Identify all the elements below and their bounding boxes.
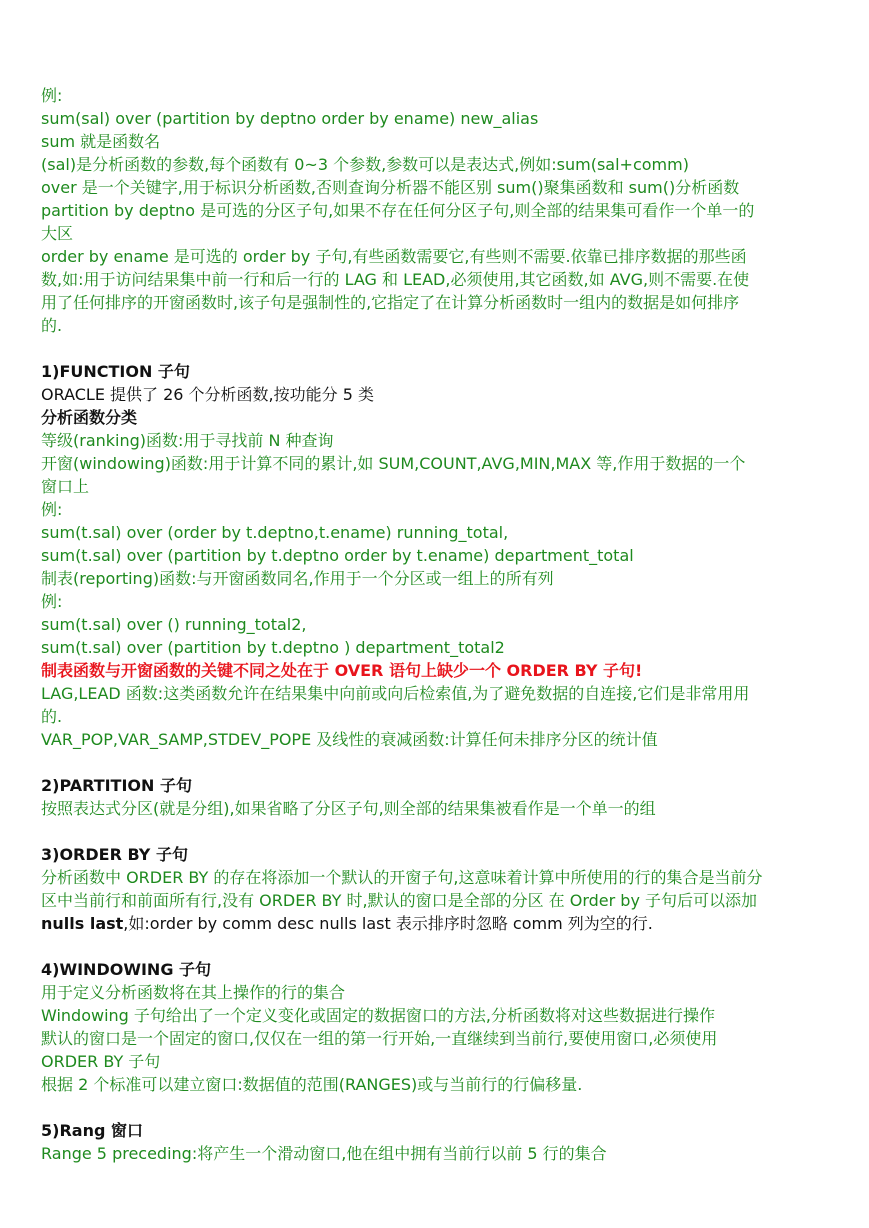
- nulls-last-example: ,如:order by comm desc nulls last 表示排序时忽略 comm 列为空的行.: [123, 914, 653, 933]
- default-window: 默认的窗口是一个固定的窗口,仅仅在一组的第一行开始,一直继续到当前行,要使用窗口,必须使用: [41, 1029, 718, 1048]
- default-window-cont: ORDER BY 子句: [41, 1052, 161, 1071]
- example-label: 例:: [41, 500, 63, 519]
- partition-description: 按照表达式分区(就是分组),如果省略了分区子句,则全部的结果集被看作是一个单一的组: [41, 799, 656, 818]
- function-category-title: 分析函数分类: [41, 408, 138, 427]
- sql-department-total2: sum(t.sal) over (partition by t.deptno ) department_total2: [41, 638, 505, 657]
- nulls-last-keyword: nulls last: [41, 914, 124, 933]
- order-by-description: 分析函数中 ORDER BY 的存在将添加一个默认的开窗子句,这意味着计算中所使用的行的集合是当前分: [41, 868, 763, 887]
- intro-arguments: (sal)是分析函数的参数,每个函数有 0~3 个参数,参数可以是表达式,例如:sum(sal+comm): [41, 155, 689, 174]
- windowing-functions: 开窗(windowing)函数:用于计算不同的累计,如 SUM,COUNT,AVG,MIN,MAX 等,作用于数据的一个: [41, 454, 746, 473]
- intro-order-by-clause: order by ename 是可选的 order by 子句,有些函数需要它,有些则不需要.依靠已排序数据的那些函: [41, 247, 747, 266]
- intro-sql-example: sum(sal) over (partition by deptno order by ename) new_alias: [41, 109, 539, 128]
- intro-function-name: sum 就是函数名: [41, 132, 161, 151]
- intro-example-label: 例:: [41, 86, 63, 105]
- spacer: [41, 1096, 831, 1119]
- reporting-functions: 制表(reporting)函数:与开窗函数同名,作用于一个分区或一组上的所有列: [41, 569, 554, 588]
- section-heading-function: 1)FUNCTION 子句: [41, 362, 190, 381]
- spacer: [41, 820, 831, 843]
- range-preceding-description: Range 5 preceding:将产生一个滑动窗口,他在组中拥有当前行以前 5 行的集合: [41, 1144, 607, 1163]
- nulls-last-line: [41, 912, 831, 935]
- spacer: [41, 751, 831, 774]
- intro-over-keyword: over 是一个关键字,用于标识分析函数,否则查询分析器不能区别 sum()聚集函数和 sum()分析函数: [41, 178, 740, 197]
- ranking-functions: 等级(ranking)函数:用于寻找前 N 种查询: [41, 431, 334, 450]
- section-heading-range: 5)Rang 窗口: [41, 1121, 143, 1140]
- windowing-functions-cont: 窗口上: [41, 477, 90, 496]
- statistical-functions: VAR_POP,VAR_SAMP,STDEV_POPE 及线性的衰减函数:计算任何未排序分区的统计值: [41, 730, 658, 749]
- section-heading-windowing: 4)WINDOWING 子句: [41, 960, 212, 979]
- windowing-method: Windowing 子句给出了一个定义变化或固定的数据窗口的方法,分析函数将对这些数据进行操作: [41, 1006, 716, 1025]
- example-label: 例:: [41, 592, 63, 611]
- sql-running-total: sum(t.sal) over (order by t.deptno,t.ename) running_total,: [41, 523, 509, 542]
- windowing-definition: 用于定义分析函数将在其上操作的行的集合: [41, 983, 346, 1002]
- spacer: [41, 935, 831, 958]
- intro-order-by-clause-cont-2: 用了任何排序的开窗函数时,该子句是强制性的,它指定了在计算分析函数时一组内的数据是如何排序: [41, 293, 740, 312]
- oracle-function-count: ORACLE 提供了 26 个分析函数,按功能分 5 类: [41, 385, 374, 404]
- sql-department-total: sum(t.sal) over (partition by t.deptno order by t.ename) department_total: [41, 546, 634, 565]
- spacer: [41, 337, 831, 360]
- section-heading-partition: 2)PARTITION 子句: [41, 776, 192, 795]
- intro-partition-clause-cont: 大区: [41, 224, 74, 243]
- key-difference-note: 制表函数与开窗函数的关键不同之处在于 OVER 语句上缺少一个 ORDER BY 子句!: [41, 661, 643, 680]
- intro-order-by-clause-cont-1: 数,如:用于访问结果集中前一行和后一行的 LAG 和 LEAD,必须使用,其它函数,如 AVG,则不需要.在使: [41, 270, 750, 289]
- document-page: [41, 84, 831, 1165]
- order-by-description-cont: 区中当前行和前面所有行,没有 ORDER BY 时,默认的窗口是全部的分区 在 Order by 子句后可以添加: [41, 891, 758, 910]
- intro-partition-clause: partition by deptno 是可选的分区子句,如果不存在任何分区子句,则全部的结果集可看作一个单一的: [41, 201, 755, 220]
- window-criteria: 根据 2 个标准可以建立窗口:数据值的范围(RANGES)或与当前行的行偏移量.: [41, 1075, 583, 1094]
- intro-order-by-clause-cont-3: 的.: [41, 316, 63, 335]
- sql-running-total2: sum(t.sal) over () running_total2,: [41, 615, 307, 634]
- section-heading-order-by: 3)ORDER BY 子句: [41, 845, 188, 864]
- lag-lead-functions: LAG,LEAD 函数:这类函数允许在结果集中向前或向后检索值,为了避免数据的自连接,它们是非常用用: [41, 684, 750, 703]
- lag-lead-functions-cont: 的.: [41, 707, 63, 726]
